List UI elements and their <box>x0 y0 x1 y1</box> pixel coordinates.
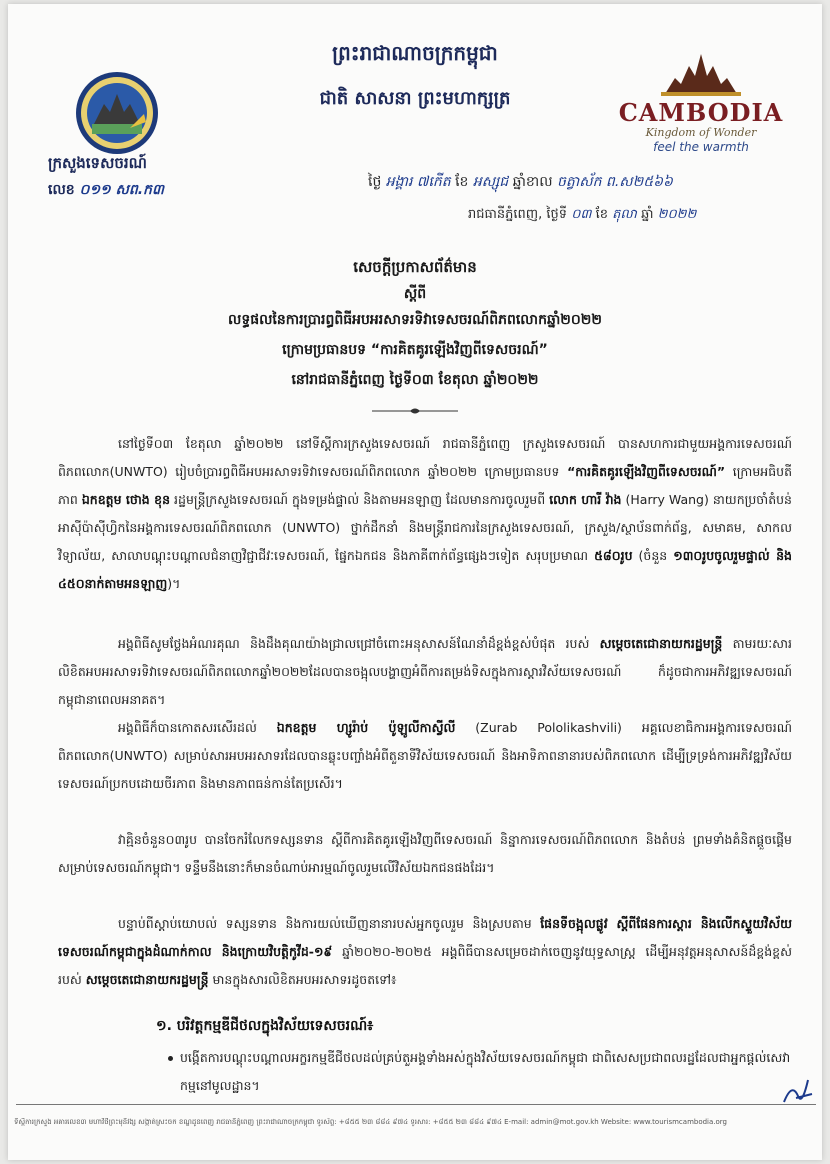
solar-prefix: រាជធានីភ្នំពេញ, ថ្ងៃទី <box>468 207 568 222</box>
reference-value: ០១១ សព.ក៣ <box>79 182 164 198</box>
title-line-3: លទ្ធផលនៃការប្រារព្ធពិធីអបអរសាទរទិវាទេសចរណ៍ពិភពលោកឆ្នាំ២០២២ <box>228 312 602 328</box>
ministry-name: ក្រសួងទេសចរណ៍ <box>48 154 147 172</box>
document-page <box>8 4 822 1160</box>
solar-year: ២០២២ <box>657 207 697 222</box>
paragraph-3: អង្គពិធីក៏បានកោតសរសើរដល់ ឯកឧត្តម ហ្សូរ៉ាប់ ប៉ូឡូលីកាស្វីលី (Zurab Pololikashvili) អគ្គលេខាធិការអង្គការទេសចរណ៍ពិភពលោក(UNWTO) សម្រាប់សារអបអរសាទរដែលបានឆ្លុះបញ្ចាំងអំពីតួនាទីវិស័យទេសចរណ៍ និងអាទិភាពនានារបស់ពិភពលោក ដើម្បីទ្រទ្រង់ការអភិវឌ្ឍវិស័យទេសចរណ៍ប្រកបដោយចីរភាព និងមានភាពធន់កាន់តែប្រសើរ។ <box>58 720 792 791</box>
reference-label: លេខ <box>48 182 75 198</box>
angkor-wat-icon <box>661 52 741 96</box>
lunar-date <box>368 172 673 193</box>
lunar-day: អង្គារ ៧កើត <box>385 174 451 190</box>
cambodia-brand-logo <box>606 52 796 162</box>
solar-day: ០៣ <box>571 207 592 222</box>
lunar-month: អស្សុជ <box>472 174 509 190</box>
solar-month: តុលា <box>612 207 637 222</box>
solar-month-prefix: ខែ <box>595 207 609 222</box>
paragraph-1: នៅថ្ងៃទី០៣ ខែតុលា ឆ្នាំ២០២២ នៅទីស្តីការក្រសួងទេសចរណ៍ រាជធានីភ្នំពេញ ក្រសួងទេសចរណ៍ បានសហការជាមួយអង្គការទេសចរណ៍ពិភពលោក(UNWTO) រៀបចំប្រារព្ធពិធីអបអរសាទរទិវាទេសចរណ៍ពិភពលោក ឆ្នាំ២០២២ ក្រោមប្រធានបទ “ការគិតគូរឡើងវិញពីទេសចរណ៍” ក្រោមអធិបតីភាព ឯកឧត្តម ថោង ខុន រដ្ឋមន្ត្រីក្រសួងទេសចរណ៍ ក្នុងទម្រង់ផ្ទាល់ និងតាមអនឡាញ ដែលមានការចូលរួមពី លោក ហារី វ៉ាង (Harry Wang) នាយកប្រចាំតំបន់អាស៊ីប៉ាស៊ីហ្វិកនៃអង្គការទេសចរណ៍ពិភពលោក (UNWTO) ថ្នាក់ដឹកនាំ និងមន្ត្រីរាជការនៃក្រសួងទេសចរណ៍, ក្រសួង/ស្ថាប័នពាក់ព័ន្ធ, សមាគម, សាកលវិទ្យាល័យ, សាលាបណ្តុះបណ្តាលជំនាញវិជ្ជាជីវៈទេសចរណ៍, ផ្នែកឯកជន និងភាគីពាក់ព័ន្ធផ្សេងៗទៀត សរុបប្រមាណ ៥៨០រូប (ចំនួន ១៣០រូបចូលរួមផ្ទាល់ និង ៤៥០នាក់តាមអនឡាញ)។ <box>58 436 792 591</box>
title-line-5: នៅរាជធានីភ្នំពេញ ថ្ងៃទី០៣ ខែតុលា ឆ្នាំ២០២២ <box>291 372 539 388</box>
footer-divider <box>16 1104 816 1105</box>
brand-tagline: Kingdom of Wonder <box>645 126 757 139</box>
bullet-item-1: បង្កើតការបណ្តុះបណ្តាលអក្ខរកម្មឌីជីថលដល់គ្រប់តួអង្គទាំងអស់ក្នុងវិស័យទេសចរណ៍កម្ពុជា ជាពិសេសប្រជាពលរដ្ឋដែលជាអ្នកផ្តល់សេវាកម្មនៅមូលដ្ឋាន។ <box>180 1050 791 1093</box>
ministry-seal-icon <box>74 70 160 156</box>
paragraph-2: អង្គពិធីសូមថ្លែងអំណរគុណ និងដឹងគុណយ៉ាងជ្រាលជ្រៅចំពោះអនុសាសន៍ណែនាំដ៏ខ្ពង់ខ្ពស់បំផុត របស់ សម្តេចតេជោនាយករដ្ឋមន្ត្រី តាមរយៈសារលិខិតអបអរសាទរទិវាទេសចរណ៍ពិភពលោកឆ្នាំ២០២២ដែលបានចង្អុលបង្ហាញអំពីការតម្រង់ទិសក្នុងការស្តារវិស័យទេសចរណ៍ ក៏ដូចជាការអភិវឌ្ឍទេសចរណ៍កម្ពុជានាពេលអនាគត។ <box>58 636 792 707</box>
bullet-marker <box>168 1056 173 1061</box>
lunar-month-prefix: ខែ <box>455 174 469 190</box>
paragraph-5: បន្ទាប់ពីស្តាប់យោបល់ ទស្សនទាន និងការយល់ឃើញនានារបស់អ្នកចូលរួម និងស្របតាម ផែនទីចង្អុលផ្លូវ ស្តីពីផែនការស្តារ និងលើកស្ទួយវិស័យទេសចរណ៍កម្ពុជាក្នុងដំណាក់កាល និងក្រោយវិបត្តិកូវីដ-១៩ ឆ្នាំ២០២០-២០២៥ អង្គពិធីបានសម្រេចដាក់ចេញនូវយុទ្ធសាស្ត្រ ដើម្បីអនុវត្តអនុសាសន៍ដ៏ខ្ពង់ខ្ពស់ របស់ សម្តេចតេជោនាយករដ្ឋមន្ត្រី មានក្នុងសារលិខិតអបអរសាទរដូចតទៅ៖ <box>58 916 793 987</box>
reference-number <box>48 180 164 201</box>
ornament-divider <box>370 406 460 416</box>
footer-address: ទីស្តីការក្រសួង អគារលេខ៣ មហាវិថីព្រះមុនីវង្ស សង្កាត់ស្រះចក ខណ្ឌដូនពេញ រាជធានីភ្នំពេញ ព្រះរាជាណាចក្រកម្ពុជា ទូរស័ព្ទ: +៨៥៥ ២៣ ៨៨៤ ៩៧៤ ទូរសារ: +៨៥៥ ២៣ ៨៨៤ ៩៧៤ E-mail: admin@mot.gov.kh Website: www.tourismcambodia.org <box>14 1118 727 1126</box>
lunar-era: ចត្វាស័ក ព.ស២៥៦៦ <box>557 174 673 190</box>
initials-signature-icon <box>778 1072 818 1112</box>
paragraph-4: វាគ្មិនចំនួន០៣រូប បានចែករំលែកទស្សនទាន ស្តីពីការគិតគូរឡើងវិញពីទេសចរណ៍ និន្នាការទេសចរណ៍ពិភពលោក និងតំបន់ ព្រមទាំងគំនិតផ្តួចផ្តើមសម្រាប់ទេសចរណ៍កម្ពុជា។ ទន្ទឹមនឹងនោះក៏មានចំណាប់អារម្មណ៍ចូលរួមលើវិស័យឯកជនផងដែរ។ <box>58 832 792 875</box>
section-heading-1: ១. បរិវត្តកម្មឌីជីថលក្នុងវិស័យទេសចរណ៍៖ <box>156 1018 374 1034</box>
title-line-4: ក្រោមប្រធានបទ “ការគិតគូរឡើងវិញពីទេសចរណ៍” <box>282 342 548 358</box>
kingdom-header: ព្រះរាជាណាចក្រកម្ពុជា <box>332 41 498 65</box>
motto-header: ជាតិ សាសនា ព្រះមហាក្សត្រ <box>319 88 511 109</box>
solar-year-prefix: ឆ្នាំ <box>641 207 654 222</box>
lunar-prefix: ថ្ងៃ <box>368 174 382 190</box>
title-line-1: សេចក្តីប្រកាសព័ត៌មាន <box>353 258 477 276</box>
solar-date <box>468 206 696 225</box>
title-line-2: ស្តីពី <box>403 286 427 302</box>
lunar-year: ឆ្នាំខាល <box>512 174 553 190</box>
brand-slogan: feel the warmth <box>653 140 749 154</box>
brand-word: CAMBODIA <box>618 98 784 127</box>
